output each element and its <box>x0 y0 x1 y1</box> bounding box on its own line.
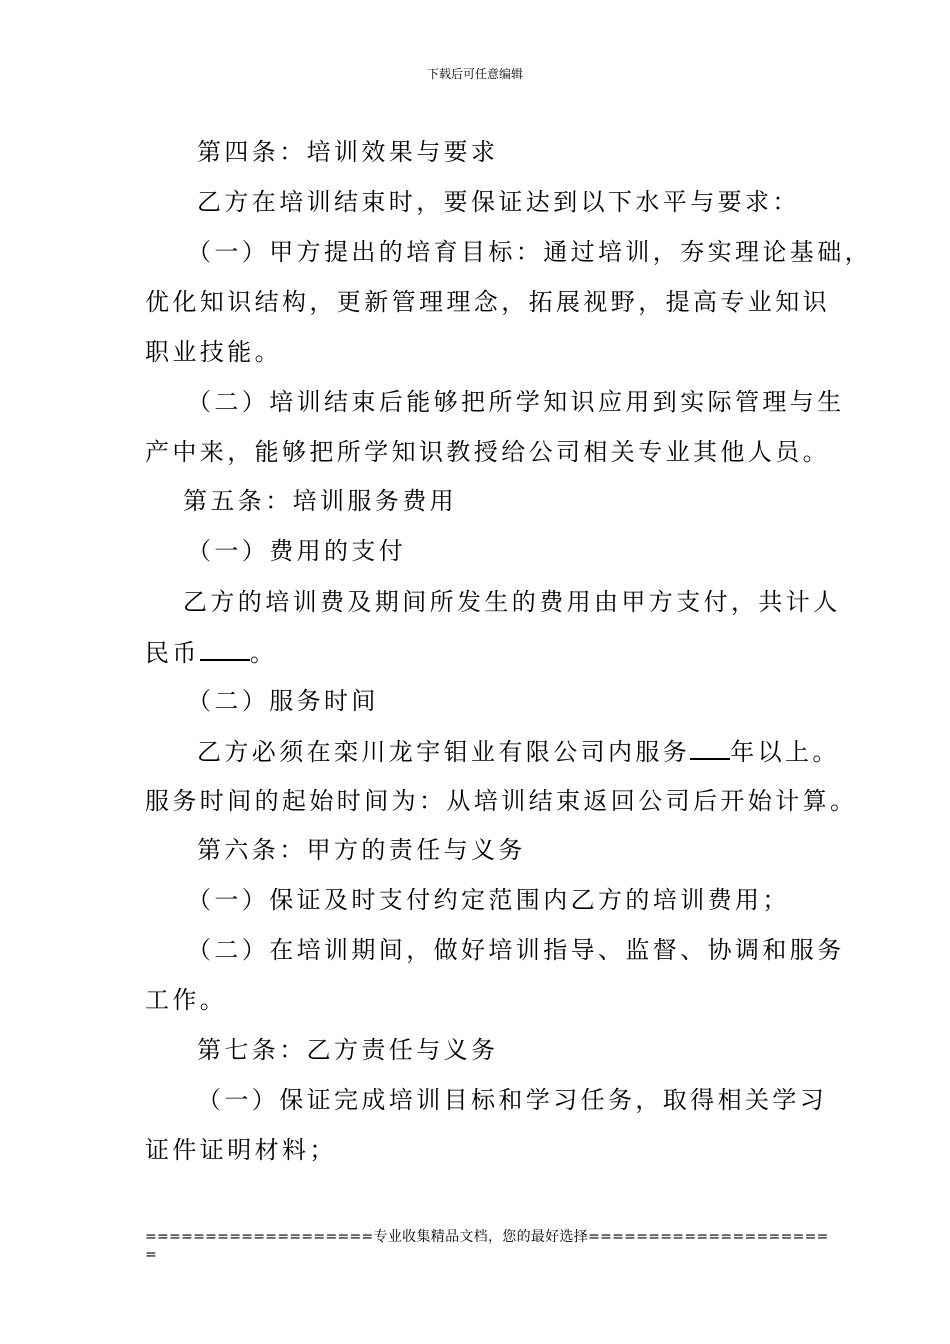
article-6-item-2-line-2: 工作。 <box>145 986 228 1014</box>
page-footer-tail: = <box>145 1247 157 1263</box>
article-7-item-1-line-2: 证件证明材料； <box>145 1136 337 1164</box>
period-mark: 。 <box>249 639 278 667</box>
article-5-item-1-line-1: 乙方的培训费及期间所发生的费用由甲方支付，共计人 <box>183 588 841 616</box>
years-blank <box>690 736 730 760</box>
page-footer: ===================专业收集精品文档，您的最好选择==================== <box>145 1229 829 1245</box>
page-header: 下载后可任意编辑 <box>426 67 523 81</box>
article-4-intro: 乙方在培训结束时，要保证达到以下水平与要求： <box>197 188 800 216</box>
article-4-item-2-line-2: 产中来，能够把所学知识教授给公司相关专业其他人员。 <box>145 438 830 466</box>
amount-blank <box>200 637 250 661</box>
article-6-item-1: （一）保证及时支付约定范围内乙方的培训费用； <box>187 886 790 914</box>
article-4-item-2-line-1: （二）培训结束后能够把所学知识应用到实际管理与生 <box>187 388 845 416</box>
article-5-heading: 第五条：培训服务费用 <box>183 487 457 515</box>
article-4-item-1-line-2: 优化知识结构，更新管理理念，拓展视野，提高专业知识 <box>145 288 830 316</box>
article-6-item-2-line-1: （二）在培训期间，做好培训指导、监督、协调和服务 <box>187 936 845 964</box>
article-5-item-2-heading: （二）服务时间 <box>187 687 379 715</box>
article-4-item-1-line-1: （一）甲方提出的培育目标：通过培训，夯实理论基础， <box>187 238 872 266</box>
article-4-heading: 第四条：培训效果与要求 <box>197 138 499 166</box>
article-4-item-1-line-3: 职业技能。 <box>145 338 282 366</box>
article-5-item-2-line-2: 服务时间的起始时间为：从培训结束返回公司后开始计算。 <box>145 787 858 815</box>
service-text: 乙方必须在栾川龙宇钼业有限公司内服务 <box>197 738 691 766</box>
article-7-item-1-line-1: （一）保证完成培训目标和学习任务，取得相关学习 <box>197 1086 828 1114</box>
currency-label: 民币 <box>145 639 200 667</box>
years-suffix: 年以上。 <box>730 738 840 766</box>
article-6-heading: 第六条：甲方的责任与义务 <box>197 836 526 864</box>
article-7-heading: 第七条：乙方责任与义务 <box>197 1036 499 1064</box>
article-5-item-1-heading: （一）费用的支付 <box>187 537 407 565</box>
article-5-item-2-line-1 <box>197 736 840 767</box>
article-5-item-1-line-2 <box>145 637 277 668</box>
